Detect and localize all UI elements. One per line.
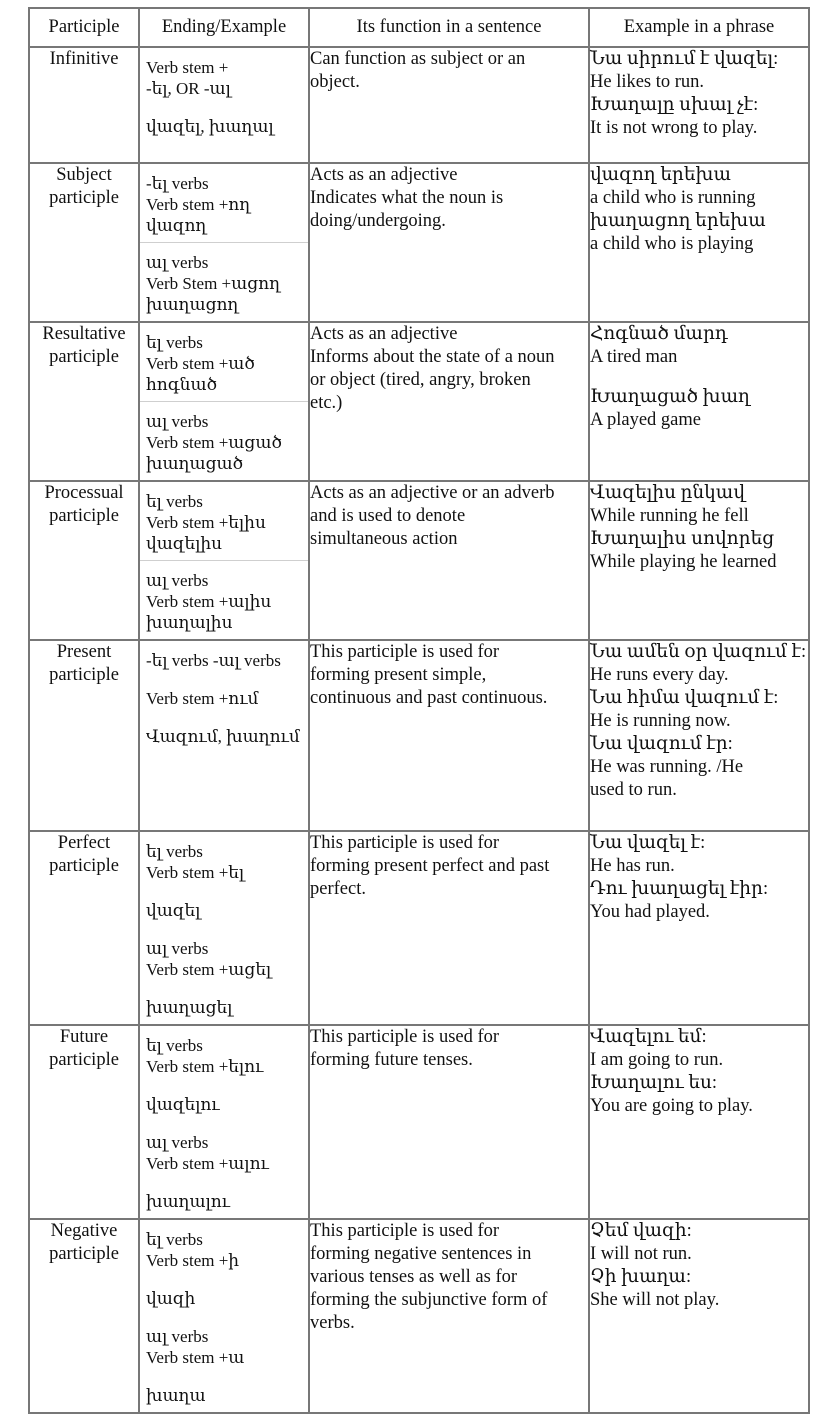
ending-line: Verb stem +ելու <box>146 1057 264 1076</box>
example-line: She will not play. <box>590 1290 720 1310</box>
ending-line: Verb stem +ալիս <box>146 592 272 611</box>
example-cell <box>589 640 809 831</box>
example-cell <box>589 481 809 640</box>
spacer <box>590 369 808 386</box>
table-row <box>29 481 809 640</box>
ending-line: Verb stem +ում <box>146 689 259 708</box>
spacer <box>146 709 302 726</box>
ending-example-cell <box>139 481 309 640</box>
header-participle: Participle <box>29 8 139 47</box>
example-line: A tired man <box>590 347 678 367</box>
ending-line: -ել verbs -ալ verbs <box>146 651 281 670</box>
function-line: This participle is used for <box>310 833 500 853</box>
ending-line: խաղացող <box>146 295 239 314</box>
ending-group <box>140 560 308 639</box>
spacer <box>146 1077 302 1094</box>
example-line: A played game <box>590 410 701 430</box>
example-line: While playing he learned <box>590 552 777 572</box>
function-line: object. <box>310 72 360 92</box>
ending-line: ալ verbs <box>146 939 209 958</box>
example-line: I am going to run. <box>590 1050 724 1070</box>
ending-line: Verb stem +ացած <box>146 433 282 452</box>
function-cell <box>309 47 589 163</box>
ending-example-cell <box>139 1025 309 1219</box>
ending-line: ել verbs <box>146 1230 203 1249</box>
ending-line: Վազում, խաղում <box>146 727 300 746</box>
header-example-phrase: Example in a phrase <box>589 8 809 47</box>
function-cell <box>309 1219 589 1413</box>
header-ending-example: Ending/Example <box>139 8 309 47</box>
ending-line: Verb stem +ացել <box>146 960 272 979</box>
example-line: Խաղալիս սովորեց <box>590 529 775 549</box>
participle-name: Processual participle <box>29 481 139 640</box>
example-cell <box>589 1219 809 1413</box>
ending-group <box>140 832 308 1024</box>
ending-line: ալ verbs <box>146 571 209 590</box>
example-line: Հոգնած մարդ <box>590 324 728 344</box>
spacer <box>146 980 302 997</box>
ending-line: ել verbs <box>146 1036 203 1055</box>
function-line: forming future tenses. <box>310 1050 473 1070</box>
function-cell <box>309 322 589 481</box>
example-line: He has run. <box>590 856 675 876</box>
ending-line: ալ verbs <box>146 1327 209 1346</box>
ending-line: -ել, OR -ալ <box>146 79 231 98</box>
header-row <box>29 8 809 47</box>
table-row <box>29 1025 809 1219</box>
ending-example-cell <box>139 1219 309 1413</box>
ending-line: Verb stem +ի <box>146 1251 240 1270</box>
participle-name: Negative participle <box>29 1219 139 1413</box>
ending-line: Verb stem +ելիս <box>146 513 266 532</box>
function-line: and is used to denote <box>310 506 466 526</box>
example-line: Դու խաղացել էիր: <box>590 879 769 899</box>
example-cell <box>589 47 809 163</box>
example-line: Խաղալու ես: <box>590 1073 718 1093</box>
example-line: He is running now. <box>590 711 731 731</box>
ending-example-cell <box>139 163 309 322</box>
example-line: վազող երեխա <box>590 165 732 185</box>
header-function: Its function in a sentence <box>309 8 589 47</box>
ending-group <box>140 242 308 321</box>
participle-table <box>28 7 810 1414</box>
function-line: Acts as an adjective or an adverb <box>310 483 555 503</box>
function-line: This participle is used for <box>310 1221 500 1241</box>
function-line: forming the subjunctive form of <box>310 1290 548 1310</box>
example-line: a child who is playing <box>590 234 754 254</box>
example-line: a child who is running <box>590 188 756 208</box>
example-cell <box>589 831 809 1025</box>
function-line: continuous and past continuous. <box>310 688 548 708</box>
ending-group <box>140 48 308 143</box>
ending-line: խաղա <box>146 1386 206 1405</box>
function-line: verbs. <box>310 1313 355 1333</box>
function-line: Informs about the state of a noun <box>310 347 555 367</box>
table-row <box>29 163 809 322</box>
ending-line: խաղալու <box>146 1192 231 1211</box>
function-cell <box>309 481 589 640</box>
example-line: Նա հիմա վազում է: <box>590 688 779 708</box>
participle-name: Subject participle <box>29 163 139 322</box>
table-row <box>29 831 809 1025</box>
example-line: Նա սիրում է վազել: <box>590 49 779 69</box>
ending-line: վազել <box>146 901 201 920</box>
example-line: Վազելու եմ: <box>590 1027 707 1047</box>
ending-example-cell <box>139 640 309 831</box>
participle-name: Perfect participle <box>29 831 139 1025</box>
example-line: Նա վազում էր: <box>590 734 733 754</box>
function-line: perfect. <box>310 879 366 899</box>
example-line: I will not run. <box>590 1244 692 1264</box>
example-line: Խաղացած խաղ <box>590 387 750 407</box>
ending-line: խաղալիս <box>146 613 233 632</box>
function-cell <box>309 1025 589 1219</box>
function-line: simultaneous action <box>310 529 458 549</box>
ending-line: Verb stem +ող <box>146 195 251 214</box>
ending-line: Verb stem +ել <box>146 863 245 882</box>
function-cell <box>309 640 589 831</box>
ending-group <box>140 1026 308 1218</box>
example-line: Չի խաղա: <box>590 1267 692 1287</box>
ending-line: Verb stem +ա <box>146 1348 245 1367</box>
spacer <box>146 1271 302 1288</box>
table-row <box>29 640 809 831</box>
spacer <box>146 99 302 116</box>
ending-line: հոգնած <box>146 375 218 394</box>
ending-line: Verb stem +ալու <box>146 1154 269 1173</box>
example-line: խաղացող երեխա <box>590 211 766 231</box>
ending-line: Verb Stem +ացող <box>146 274 281 293</box>
ending-line: խաղացած <box>146 454 244 473</box>
function-cell <box>309 163 589 322</box>
spacer <box>146 1368 302 1385</box>
example-line: It is not wrong to play. <box>590 118 758 138</box>
example-line: He was running. /He <box>590 757 744 777</box>
function-line: Acts as an adjective <box>310 324 458 344</box>
participle-name: Future participle <box>29 1025 139 1219</box>
spacer <box>146 671 302 688</box>
ending-line: Verb stem + <box>146 58 229 77</box>
example-line: Նա վազել է: <box>590 833 706 853</box>
spacer <box>146 883 302 900</box>
function-line: forming present simple, <box>310 665 487 685</box>
function-line: Indicates what the noun is <box>310 188 504 208</box>
function-line: forming present perfect and past <box>310 856 550 876</box>
ending-line: վազող <box>146 216 207 235</box>
ending-line: Verb stem +ած <box>146 354 255 373</box>
ending-line: ալ verbs <box>146 412 209 431</box>
ending-example-cell <box>139 322 309 481</box>
ending-group <box>140 164 308 242</box>
ending-example-cell <box>139 47 309 163</box>
ending-line: վազելիս <box>146 534 223 553</box>
ending-group <box>140 641 308 753</box>
participle-name: Present participle <box>29 640 139 831</box>
function-line: This participle is used for <box>310 642 500 662</box>
spacer <box>146 1174 302 1191</box>
spacer <box>146 1309 302 1326</box>
ending-line: -ել verbs <box>146 174 209 193</box>
function-line: etc.) <box>310 393 343 413</box>
function-line: various tenses as well as for <box>310 1267 518 1287</box>
example-line: He runs every day. <box>590 665 729 685</box>
ending-group <box>140 401 308 480</box>
spacer <box>146 921 302 938</box>
participle-name: Infinitive <box>29 47 139 163</box>
function-line: or object (tired, angry, broken <box>310 370 531 390</box>
ending-line: ալ verbs <box>146 1133 209 1152</box>
example-line: While running he fell <box>590 506 749 526</box>
table-row <box>29 1219 809 1413</box>
ending-line: ել verbs <box>146 333 203 352</box>
example-line: You had played. <box>590 902 710 922</box>
function-cell <box>309 831 589 1025</box>
ending-line: ել verbs <box>146 492 203 511</box>
example-line: Չեմ վազի: <box>590 1221 692 1241</box>
ending-line: վազելու <box>146 1095 220 1114</box>
ending-line: ալ verbs <box>146 253 209 272</box>
ending-line: խաղացել <box>146 998 233 1017</box>
example-line: Վազելիս ընկավ <box>590 483 745 503</box>
example-line: He likes to run. <box>590 72 705 92</box>
function-line: Acts as an adjective <box>310 165 458 185</box>
function-line: forming negative sentences in <box>310 1244 532 1264</box>
example-cell <box>589 322 809 481</box>
function-line: Can function as subject or an <box>310 49 526 69</box>
function-line: This participle is used for <box>310 1027 500 1047</box>
ending-line: վազել, խաղալ <box>146 117 274 136</box>
ending-group <box>140 323 308 401</box>
ending-line: ել verbs <box>146 842 203 861</box>
ending-line: վազի <box>146 1289 196 1308</box>
example-line: You are going to play. <box>590 1096 753 1116</box>
example-line: used to run. <box>590 780 677 800</box>
example-line: Խաղալը սխալ չէ: <box>590 95 759 115</box>
ending-example-cell <box>139 831 309 1025</box>
example-line: Նա ամեն օր վազում է: <box>590 642 807 662</box>
table-row <box>29 322 809 481</box>
example-cell <box>589 1025 809 1219</box>
table-row <box>29 47 809 163</box>
example-cell <box>589 163 809 322</box>
function-line: doing/undergoing. <box>310 211 446 231</box>
spacer <box>146 1115 302 1132</box>
ending-group <box>140 482 308 560</box>
ending-group <box>140 1220 308 1412</box>
participle-name: Resultative participle <box>29 322 139 481</box>
